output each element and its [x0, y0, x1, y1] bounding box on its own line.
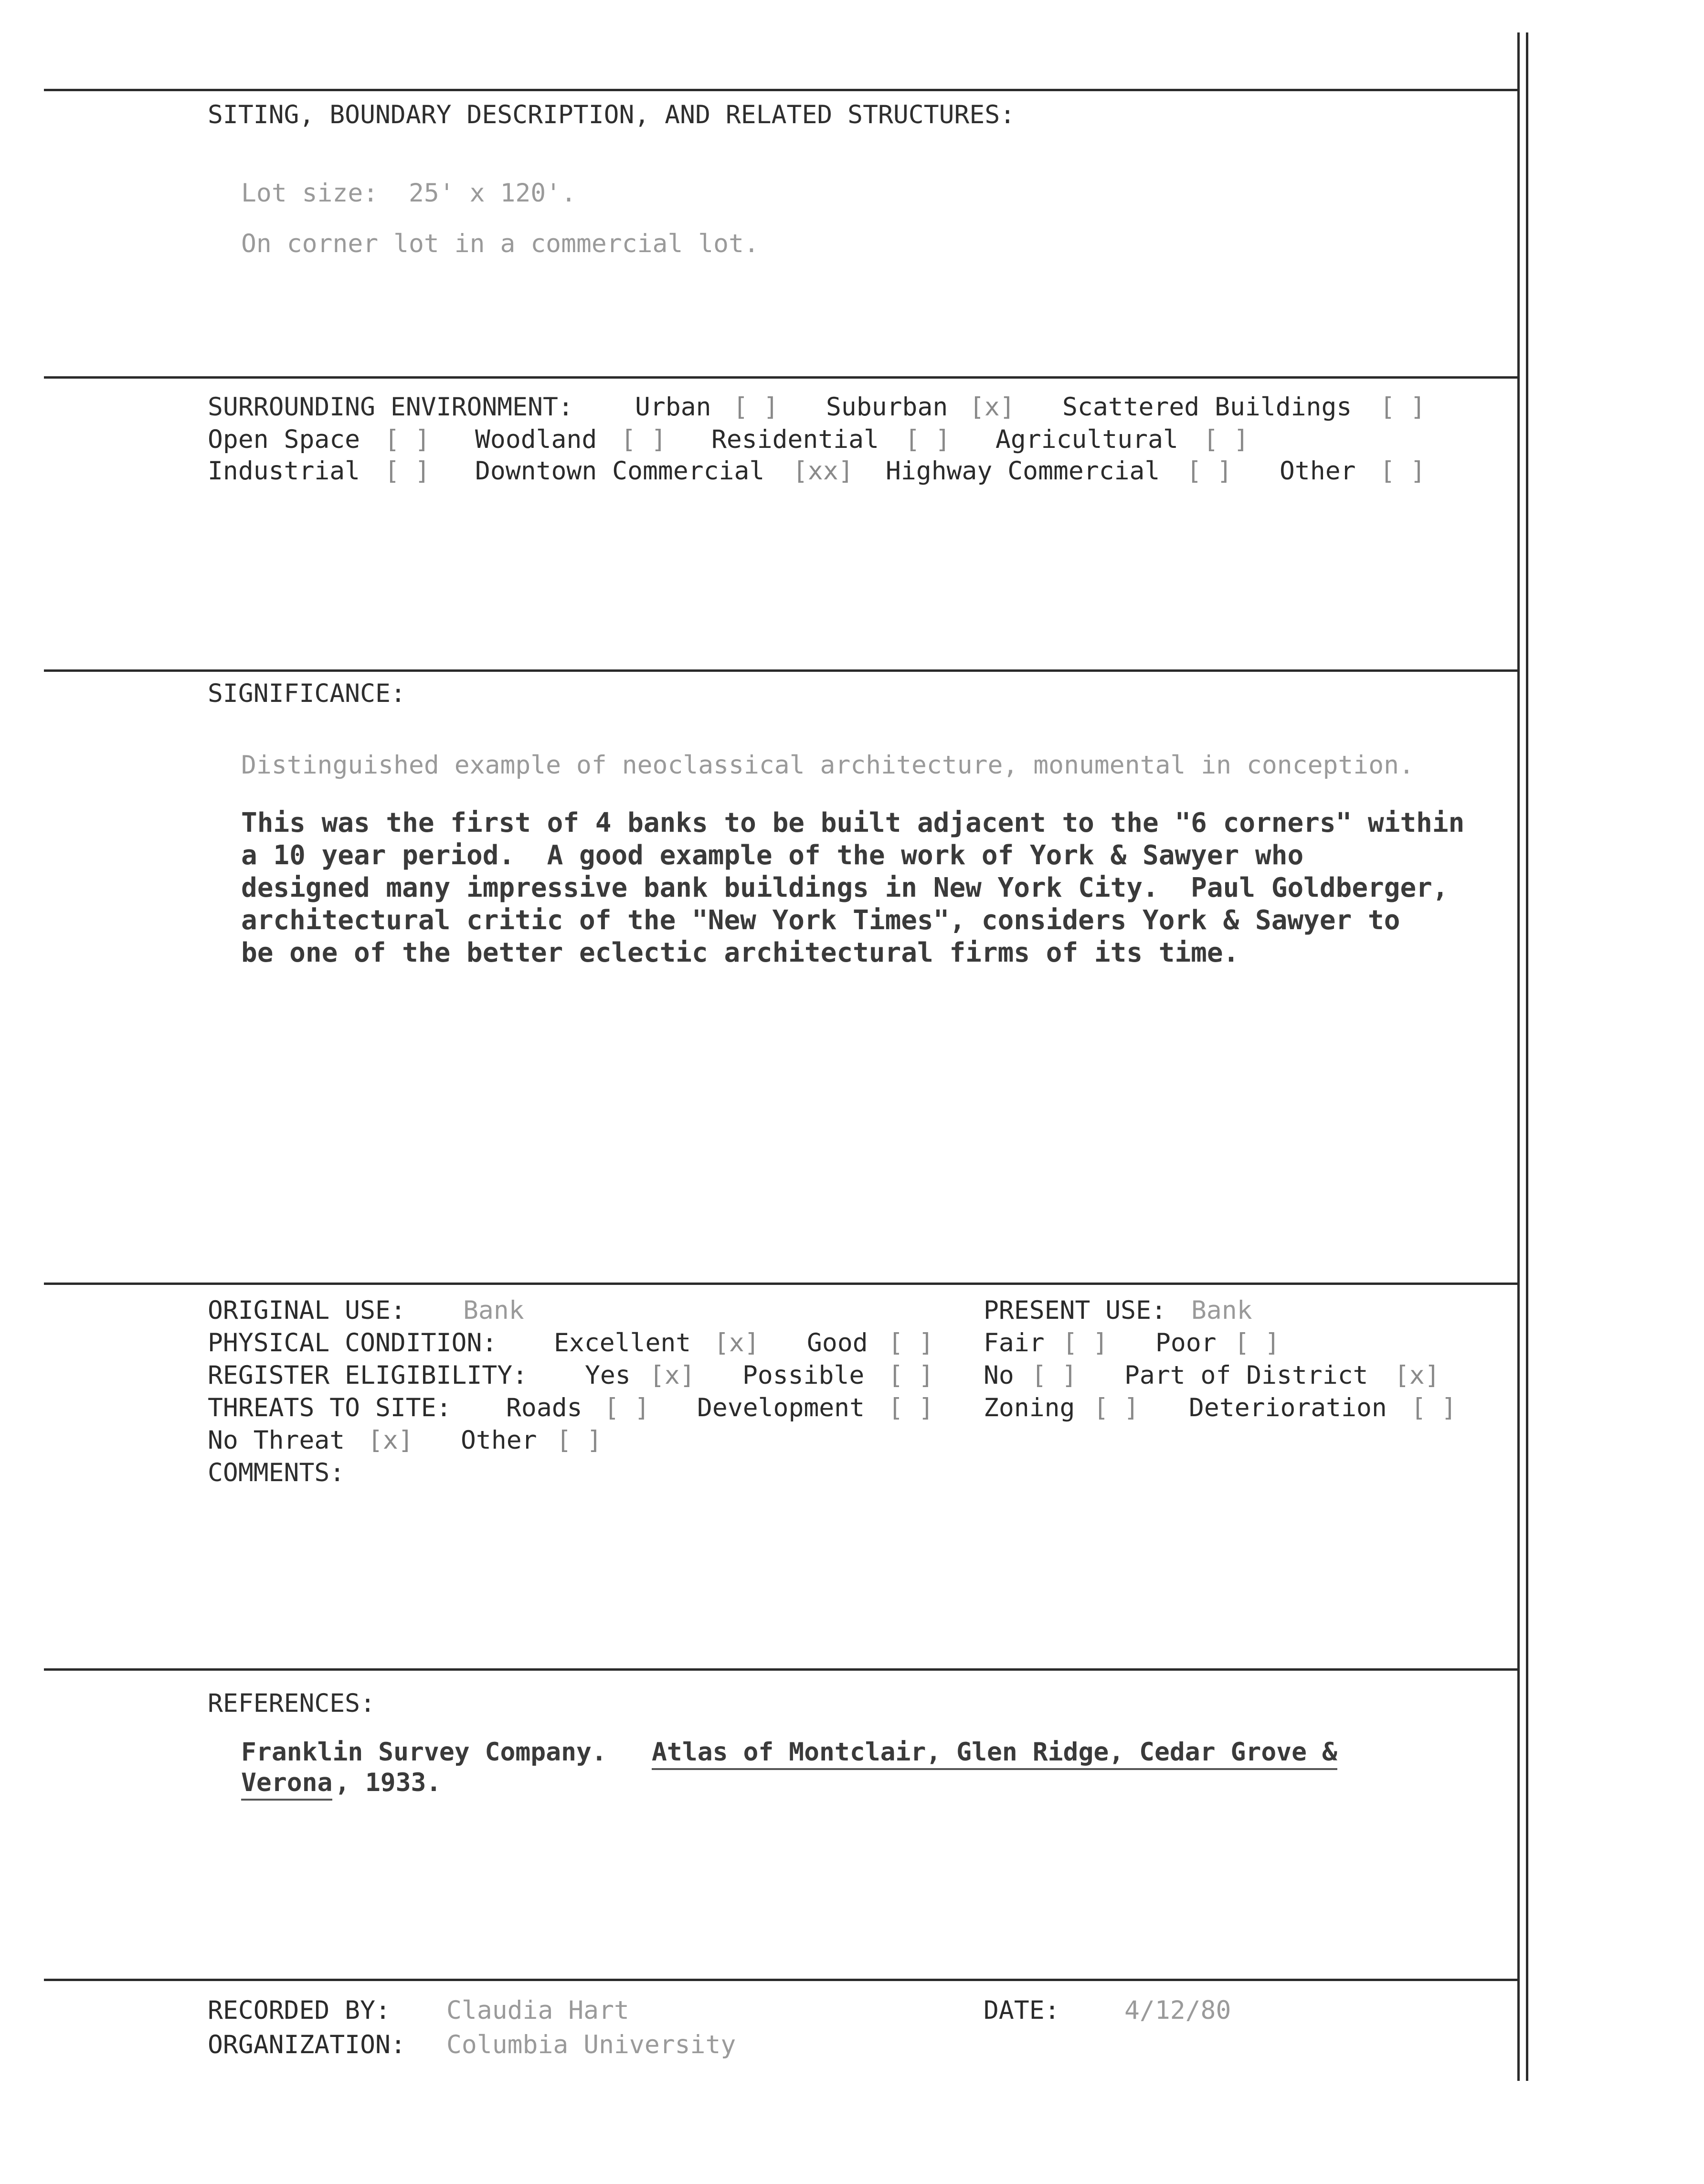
threat-development-checkbox[interactable]: [ ]	[888, 1393, 934, 1422]
threats-row	[0, 1392, 1480, 1424]
register-no-checkbox[interactable]: [ ]	[1031, 1361, 1077, 1390]
option-residential-checkbox[interactable]: [ ]	[905, 425, 951, 454]
original-use-value: Bank	[463, 1296, 524, 1325]
recorded-by-label: RECORDED BY:	[208, 1996, 391, 2025]
register-no-label: No	[984, 1361, 1014, 1390]
option-other-checkbox[interactable]: [ ]	[1380, 456, 1426, 486]
condition-fair-label: Fair	[984, 1328, 1045, 1357]
register-row	[0, 1360, 1480, 1391]
condition-poor-label: Poor	[1155, 1328, 1217, 1357]
present-use-label: PRESENT USE:	[984, 1296, 1166, 1325]
threat-deterioration-label: Deterioration	[1189, 1393, 1387, 1422]
condition-row	[0, 1327, 1480, 1359]
register-part-of-district-checkbox[interactable]: [x]	[1394, 1361, 1440, 1390]
register-possible-checkbox[interactable]: [ ]	[888, 1361, 934, 1390]
register-yes-label: Yes	[585, 1361, 631, 1390]
reference-line-1	[0, 1737, 1480, 1769]
organization-value: Columbia University	[446, 2030, 736, 2059]
recorded-by-value: Claudia Hart	[446, 1996, 629, 2025]
organization-label: ORGANIZATION:	[208, 2030, 406, 2059]
significance-line-3: designed many impressive bank buildings in New York City. Paul Goldberger,	[241, 872, 1449, 903]
date-value: 4/12/80	[1124, 1996, 1231, 2025]
option-scattered-checkbox[interactable]: [ ]	[1380, 392, 1426, 422]
siting-line-2: On corner lot in a commercial lot.	[241, 229, 759, 258]
section-divider	[44, 376, 1519, 379]
option-downtown-commercial-checkbox[interactable]: [xx]	[793, 456, 854, 486]
environment-row-1	[0, 392, 1480, 423]
register-eligibility-label: REGISTER ELIGIBILITY:	[208, 1361, 528, 1390]
right-border-line-outer	[1526, 32, 1528, 2081]
option-woodland-checkbox[interactable]: [ ]	[621, 425, 667, 454]
option-open-space-label: Open Space	[208, 425, 360, 454]
reference-title: Atlas of Montclair, Glen Ridge, Cedar Grove &	[652, 1737, 1337, 1770]
reference-year: , 1933.	[335, 1768, 442, 1797]
option-urban-checkbox[interactable]: [ ]	[733, 392, 779, 422]
threat-no-threat-label: No Threat	[208, 1426, 345, 1455]
section-divider	[44, 89, 1519, 91]
reference-title-continued: Verona	[241, 1767, 332, 1801]
threats-row-2	[0, 1425, 1480, 1456]
section-divider	[44, 1979, 1519, 1981]
option-suburban-checkbox[interactable]: [x]	[969, 392, 1015, 422]
significance-line-5: be one of the better eclectic architectural firms of its time.	[241, 937, 1239, 968]
option-highway-commercial-label: Highway Commercial	[886, 456, 1160, 486]
condition-excellent-label: Excellent	[554, 1328, 691, 1357]
threat-zoning-label: Zoning	[984, 1393, 1075, 1422]
condition-good-label: Good	[807, 1328, 868, 1357]
threat-other-checkbox[interactable]: [ ]	[556, 1426, 602, 1455]
option-scattered-label: Scattered Buildings	[1062, 392, 1352, 422]
date-label: DATE:	[984, 1996, 1060, 2025]
references-heading: REFERENCES:	[208, 1689, 375, 1718]
option-highway-commercial-checkbox[interactable]: [ ]	[1186, 456, 1232, 486]
condition-excellent-checkbox[interactable]: [x]	[714, 1328, 760, 1357]
organization-row	[0, 2029, 1480, 2061]
environment-row-2	[0, 424, 1480, 456]
condition-poor-checkbox[interactable]: [ ]	[1234, 1328, 1280, 1357]
option-downtown-commercial-label: Downtown Commercial	[475, 456, 765, 486]
condition-fair-checkbox[interactable]: [ ]	[1062, 1328, 1108, 1357]
option-suburban-label: Suburban	[826, 392, 948, 422]
significance-summary: Distinguished example of neoclassical architecture, monumental in conception.	[241, 751, 1414, 780]
threat-roads-label: Roads	[506, 1393, 582, 1422]
register-yes-checkbox[interactable]: [x]	[649, 1361, 695, 1390]
section-divider	[44, 1668, 1519, 1671]
option-woodland-label: Woodland	[475, 425, 597, 454]
siting-heading: SITING, BOUNDARY DESCRIPTION, AND RELATED STRUCTURES:	[208, 100, 1016, 129]
threat-no-threat-checkbox[interactable]: [x]	[368, 1426, 413, 1455]
environment-row-3	[0, 456, 1480, 487]
register-part-of-district-label: Part of District	[1124, 1361, 1368, 1390]
threat-roads-checkbox[interactable]: [ ]	[604, 1393, 650, 1422]
option-residential-label: Residential	[711, 425, 879, 454]
physical-condition-label: PHYSICAL CONDITION:	[208, 1328, 497, 1357]
section-divider	[44, 1283, 1519, 1285]
comments-label: COMMENTS:	[208, 1458, 345, 1487]
significance-heading: SIGNIFICANCE:	[208, 679, 406, 708]
threats-to-site-label: THREATS TO SITE:	[208, 1393, 452, 1422]
present-use-value: Bank	[1191, 1296, 1252, 1325]
significance-line-1: This was the first of 4 banks to be built adjacent to the "6 corners" within	[241, 807, 1465, 838]
option-industrial-checkbox[interactable]: [ ]	[384, 456, 430, 486]
threat-development-label: Development	[697, 1393, 865, 1422]
option-agricultural-label: Agricultural	[995, 425, 1178, 454]
environment-heading: SURROUNDING ENVIRONMENT:	[208, 392, 573, 422]
reference-line-2	[0, 1767, 1480, 1800]
option-agricultural-checkbox[interactable]: [ ]	[1203, 425, 1249, 454]
significance-line-4: architectural critic of the "New York Times", considers York & Sawyer to	[241, 905, 1400, 936]
use-row	[0, 1295, 1480, 1326]
siting-line-1: Lot size: 25' x 120'.	[241, 179, 576, 208]
threat-other-label: Other	[461, 1426, 537, 1455]
section-divider	[44, 669, 1519, 672]
significance-line-2: a 10 year period. A good example of the work of York & Sawyer who	[241, 840, 1304, 871]
condition-good-checkbox[interactable]: [ ]	[888, 1328, 934, 1357]
recorded-row	[0, 1995, 1480, 2026]
threat-deterioration-checkbox[interactable]: [ ]	[1411, 1393, 1457, 1422]
option-other-label: Other	[1280, 456, 1356, 486]
reference-author: Franklin Survey Company.	[241, 1738, 607, 1767]
threat-zoning-checkbox[interactable]: [ ]	[1093, 1393, 1139, 1422]
option-industrial-label: Industrial	[208, 456, 360, 486]
right-border-line-inner	[1517, 32, 1520, 2081]
original-use-label: ORIGINAL USE:	[208, 1296, 406, 1325]
option-urban-label: Urban	[635, 392, 711, 422]
option-open-space-checkbox[interactable]: [ ]	[384, 425, 430, 454]
register-possible-label: Possible	[742, 1361, 865, 1390]
